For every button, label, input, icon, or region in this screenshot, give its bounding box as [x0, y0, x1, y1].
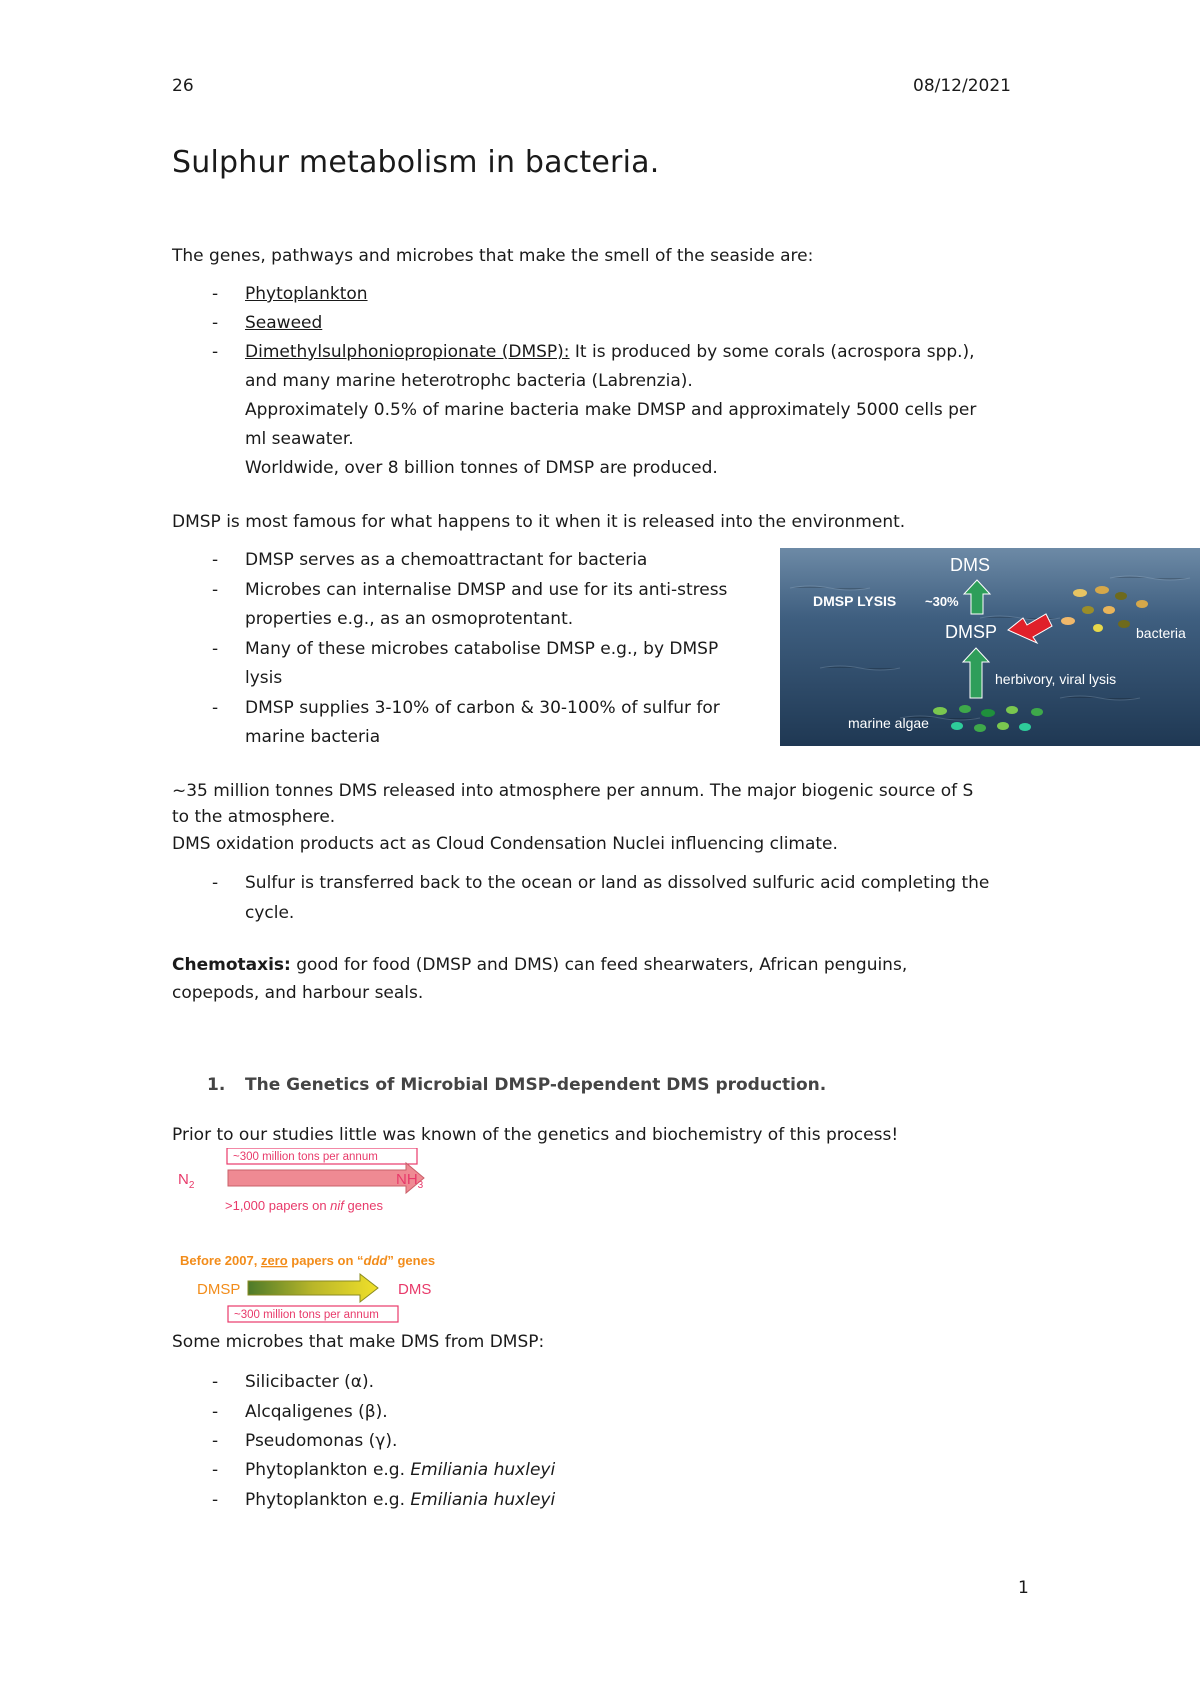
sulfur-line-1: Sulfur is transferred back to the ocean or land as dissolved sulfuric acid completing the: [245, 873, 990, 893]
bullet-dash: -: [212, 550, 219, 570]
sulfur-line-2: cycle.: [245, 903, 295, 923]
list-item-seaweed: Seaweed: [245, 313, 323, 333]
dms-label: DMS: [950, 555, 990, 575]
dmsp-lysis-label: DMSP LYSIS: [813, 593, 897, 609]
bullet-dash: -: [212, 1372, 219, 1392]
list-item-cont: lysis: [245, 668, 283, 688]
list-item-cont: marine bacteria: [245, 727, 381, 747]
herbivory-label: herbivory, viral lysis: [995, 671, 1117, 687]
percent-label: ~30%: [925, 594, 959, 609]
gene-comparison-figure: [170, 1148, 500, 1323]
n2-label: $N_2$: [178, 1171, 195, 1191]
bullet-dash: -: [212, 1431, 219, 1451]
footer-page-number: 1: [1018, 1578, 1029, 1598]
bullet-dash: -: [212, 580, 219, 600]
prior-text: Prior to our studies little was known of the genetics and biochemistry of this process!: [172, 1125, 899, 1145]
intro-text: The genes, pathways and microbes that make the smell of the seaside are:: [172, 246, 814, 266]
nif-papers-label: >1,000 papers on nif genes: [225, 1198, 383, 1213]
chemotaxis-line-1: [172, 953, 907, 977]
bullet-dash: -: [212, 284, 219, 304]
dms-tons-label: ~300 million tons per annum: [234, 1309, 379, 1321]
dmsp-text-line: Approximately 0.5% of marine bacteria make DMSP and approximately 5000 cells per: [245, 400, 977, 420]
dmsp-text-line: Worldwide, over 8 billion tonnes of DMSP are produced.: [245, 458, 718, 478]
list-item-dmsp: [245, 340, 975, 364]
chemotaxis-text: good for food (DMSP and DMS) can feed shearwaters, African penguins,: [290, 955, 908, 975]
bullet-dash: -: [212, 313, 219, 333]
marine-algae-label: marine algae: [848, 715, 929, 731]
page-number-header: 26: [172, 76, 194, 96]
list-item: DMSP supplies 3-10% of carbon & 30-100% of sulfur for: [245, 698, 720, 718]
bullet-dash: -: [212, 873, 219, 893]
bacteria-label: bacteria: [1136, 625, 1186, 641]
famous-text: DMSP is most famous for what happens to it when it is released into the environment.: [172, 512, 906, 532]
section-number: 1.: [207, 1075, 226, 1095]
list-item-cont: properties e.g., as an osmoprotentant.: [245, 609, 574, 629]
microbe-item: Phytoplankton e.g. Emiliania huxleyi: [245, 1490, 556, 1510]
microbe-item: Pseudomonas (γ).: [245, 1431, 398, 1451]
list-item: Many of these microbes catabolise DMSP e.g., by DMSP: [245, 639, 719, 659]
dmsp-cycle-figure: [780, 548, 1200, 746]
microbe-item: Phytoplankton e.g. Emiliania huxleyi: [245, 1460, 556, 1480]
dmsp-text: It is produced by some corals (acrospora spp.),: [569, 342, 975, 362]
chemotaxis-label: Chemotaxis:: [172, 955, 291, 975]
bullet-dash: -: [212, 1402, 219, 1422]
chemotaxis-line-2: copepods, and harbour seals.: [172, 983, 424, 1003]
list-item-phytoplankton: Phytoplankton: [245, 284, 368, 304]
section-heading: The Genetics of Microbial DMSP-dependent DMS production.: [245, 1075, 827, 1095]
n2-arrow: [228, 1163, 424, 1193]
n2-tons-label: ~300 million tons per annum: [233, 1151, 378, 1163]
nh3-label: $NH_3$: [396, 1171, 424, 1191]
dms-product-label: DMS: [398, 1281, 432, 1298]
atmos-line-3: DMS oxidation products act as Cloud Condensation Nuclei influencing climate.: [172, 834, 838, 854]
dmsp-term: Dimethylsulphoniopropionate (DMSP):: [245, 342, 570, 362]
dmsp-text-line: ml seawater.: [245, 429, 354, 449]
microbes-intro: Some microbes that make DMS from DMSP:: [172, 1332, 545, 1352]
microbe-item: Alcqaligenes (β).: [245, 1402, 388, 1422]
bullet-dash: -: [212, 639, 219, 659]
bullet-dash: -: [212, 1490, 219, 1510]
dmsp-text-line: and many marine heterotrophc bacteria (Labrenzia).: [245, 371, 693, 391]
bullet-dash: -: [212, 698, 219, 718]
dmsp-source-label: DMSP: [197, 1281, 241, 1298]
bullet-dash: -: [212, 1460, 219, 1480]
microbe-item: Silicibacter (α).: [245, 1372, 374, 1392]
bullet-dash: -: [212, 342, 219, 362]
dmsp-label: DMSP: [945, 622, 998, 642]
before-2007-label: Before 2007, zero papers on “ddd” genes: [180, 1253, 436, 1268]
atmos-line-1: ~35 million tonnes DMS released into atmosphere per annum. The major biogenic source of S: [172, 781, 974, 801]
header-date: 08/12/2021: [913, 76, 1011, 96]
list-item: Microbes can internalise DMSP and use for its anti-stress: [245, 580, 728, 600]
list-item: DMSP serves as a chemoattractant for bacteria: [245, 550, 648, 570]
atmos-line-2: to the atmosphere.: [172, 807, 336, 827]
page-title: Sulphur metabolism in bacteria.: [172, 145, 660, 180]
ddd-arrow: [248, 1274, 378, 1302]
